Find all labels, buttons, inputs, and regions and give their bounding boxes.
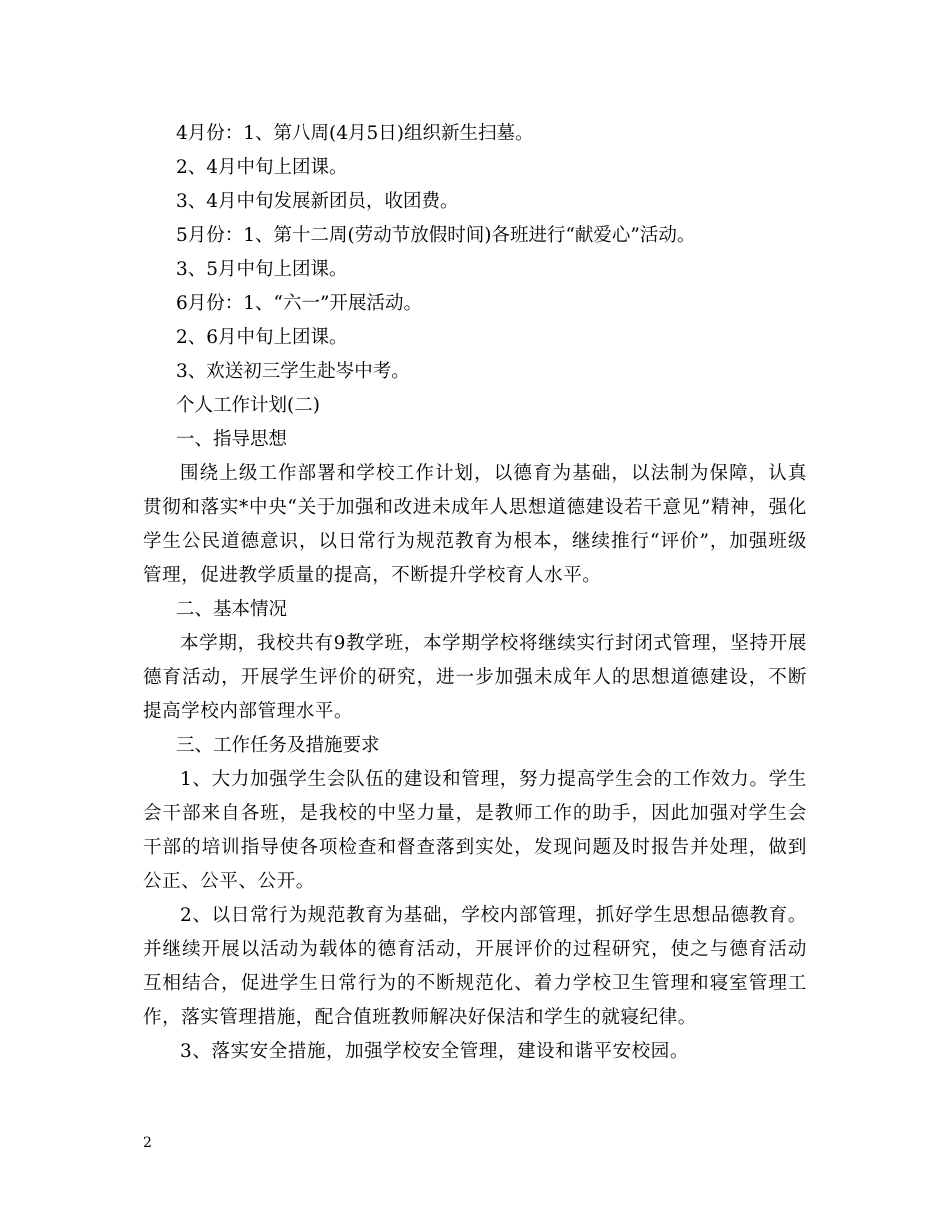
june-item-2: 2、6月中旬上团课。 [176, 327, 348, 348]
april-item-2: 2、4月中旬上团课。 [176, 157, 348, 178]
april-item-3: 3、4月中旬发展新团员，收团费。 [176, 191, 459, 212]
basic-heading: 二、基本情况 [176, 599, 288, 620]
document-body [143, 117, 807, 1069]
task-paragraph-3: 3、落实安全措施，加强学校安全管理，建设和谐平安校园。 [180, 1041, 689, 1062]
april-item-1: 4月份：1、第八周(4月5日)组织新生扫墓。 [176, 123, 534, 144]
may-item-3: 3、5月中旬上团课。 [176, 259, 348, 280]
task-paragraph-1: 1、大力加强学生会队伍的建设和管理，努力提高学生会的工作效力。学生会干部来自各班，是我校的中坚力量，是教师工作的助手，因此加强对学生会干部的培训指导使各项检查和督查落到实处，发现问题及时报告并处理，做到公正、公平、公开。 [143, 769, 807, 892]
may-item-1: 5月份：1、第十二周(劳动节放假时间)各班进行“献爱心”活动。 [176, 225, 696, 246]
basic-paragraph: 本学期，我校共有9教学班，本学期学校将继续实行封闭式管理，坚持开展德育活动，开展学生评价的研究，进一步加强未成年人的思想道德建设，不断提高学校内部管理水平。 [143, 633, 807, 722]
task-paragraph-2: 2、以日常行为规范教育为基础，学校内部管理，抓好学生思想品德教育。并继续开展以活动为载体的德育活动，开展评价的过程研究，使之与德育活动互相结合，促进学生日常行为的不断规范化、着力学校卫生管理和寝室管理工作，落实管理措施，配合值班教师解决好保洁和学生的就寝纪律。 [143, 905, 807, 1028]
section-title: 个人工作计划(二) [176, 395, 320, 416]
guiding-heading: 一、指导思想 [176, 429, 288, 450]
june-item-3: 3、欢送初三学生赴岑中考。 [176, 361, 410, 382]
page-number: 2 [143, 1135, 152, 1151]
tasks-heading: 三、工作任务及措施要求 [176, 735, 380, 756]
june-item-1: 6月份：1、“六一”开展活动。 [176, 293, 422, 314]
guiding-paragraph: 围绕上级工作部署和学校工作计划，以德育为基础，以法制为保障，认真贯彻和落实*中央“关于加强和改进未成年人思想道德建设若干意见”精神，强化学生公民道德意识，以日常行为规范教育为根本，继续推行“评价”，加强班级管理，促进教学质量的提高，不断提升学校育人水平。 [143, 463, 807, 586]
